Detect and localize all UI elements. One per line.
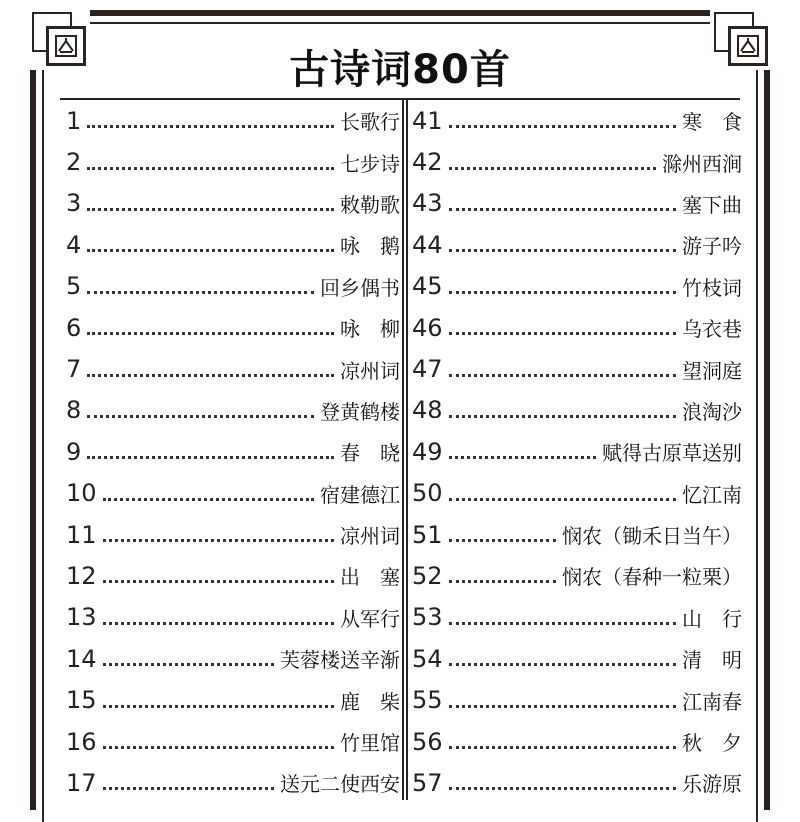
poem-number: 7 xyxy=(66,355,82,384)
poem-number: 51 xyxy=(412,520,443,549)
poem-title: 竹里馆 xyxy=(340,731,400,756)
dot-leader xyxy=(103,705,334,708)
poem-title: 咏 鹅 xyxy=(340,234,400,259)
poem-title: 凉州词 xyxy=(340,358,400,383)
poem-title: 宿建德江 xyxy=(320,482,400,507)
dot-leader xyxy=(449,208,676,211)
column-divider xyxy=(402,100,408,800)
dot-leader xyxy=(103,539,334,542)
poem-number: 41 xyxy=(412,106,443,135)
poem-number: 15 xyxy=(66,686,97,715)
poem-title: 凉州词 xyxy=(340,524,400,549)
poem-entry xyxy=(66,638,400,679)
poem-number: 49 xyxy=(412,437,443,466)
poem-entry xyxy=(412,679,742,720)
poem-number: 12 xyxy=(66,561,97,590)
dot-leader xyxy=(87,249,334,252)
poem-number: 4 xyxy=(66,230,82,259)
poem-number: 1 xyxy=(66,106,82,135)
poem-entry xyxy=(66,679,400,720)
dot-leader xyxy=(87,125,334,128)
poem-title: 登黄鹤楼 xyxy=(320,399,400,424)
poem-entry xyxy=(412,762,742,803)
poem-title: 滁州西涧 xyxy=(662,151,742,176)
dot-leader xyxy=(87,456,334,459)
poem-entry xyxy=(66,431,400,472)
poem-number: 14 xyxy=(66,644,97,673)
poem-entry xyxy=(66,307,400,348)
poem-number: 5 xyxy=(66,272,82,301)
dot-leader xyxy=(103,580,334,583)
poem-entry xyxy=(66,100,400,141)
dot-leader xyxy=(103,622,334,625)
poem-list-left xyxy=(66,100,400,804)
dot-leader xyxy=(87,167,334,170)
poem-title: 望洞庭 xyxy=(682,358,742,383)
poem-entry xyxy=(66,183,400,224)
poem-number: 42 xyxy=(412,148,443,177)
dot-leader xyxy=(449,374,676,377)
poem-title: 春 晓 xyxy=(340,441,400,466)
poem-number: 2 xyxy=(66,148,82,177)
poem-entry xyxy=(66,514,400,555)
poem-number: 47 xyxy=(412,355,443,384)
poem-title: 赋得古原草送别 xyxy=(602,441,742,466)
poem-number: 45 xyxy=(412,272,443,301)
poem-number: 55 xyxy=(412,686,443,715)
poem-entry xyxy=(412,721,742,762)
poem-entry xyxy=(66,348,400,389)
poem-entry xyxy=(412,638,742,679)
dot-leader xyxy=(449,249,676,252)
poem-title: 浪淘沙 xyxy=(682,399,742,424)
poem-number: 46 xyxy=(412,313,443,342)
poem-entry xyxy=(412,514,742,555)
poem-title: 竹枝词 xyxy=(682,275,742,300)
poem-number: 48 xyxy=(412,396,443,425)
poem-number: 52 xyxy=(412,561,443,590)
poem-entry xyxy=(412,348,742,389)
poem-number: 57 xyxy=(412,768,443,797)
poem-number: 8 xyxy=(66,396,82,425)
poem-number: 13 xyxy=(66,603,97,632)
dot-leader xyxy=(87,332,334,335)
dot-leader xyxy=(449,622,676,625)
poem-number: 44 xyxy=(412,230,443,259)
poem-number: 53 xyxy=(412,603,443,632)
dot-leader xyxy=(449,539,556,542)
poem-title: 忆江南 xyxy=(682,482,742,507)
dot-leader xyxy=(449,787,676,790)
poem-number: 9 xyxy=(66,437,82,466)
dot-leader xyxy=(87,374,334,377)
dot-leader xyxy=(103,498,314,501)
dot-leader xyxy=(449,663,676,666)
poem-title: 塞下曲 xyxy=(682,192,742,217)
poem-title: 敕勒歌 xyxy=(340,192,400,217)
poem-title: 回乡偶书 xyxy=(320,275,400,300)
poem-title: 悯农（锄禾日当午） xyxy=(562,524,742,549)
poem-number: 16 xyxy=(66,727,97,756)
page-title: 古诗词80首 xyxy=(289,47,511,93)
dot-leader xyxy=(449,456,596,459)
dot-leader xyxy=(449,332,676,335)
dot-leader xyxy=(449,125,676,128)
poem-entry xyxy=(412,597,742,638)
poem-title: 清 明 xyxy=(682,648,742,673)
poem-entry xyxy=(66,266,400,307)
poem-entry xyxy=(412,307,742,348)
poem-title: 芙蓉楼送辛渐 xyxy=(280,648,400,673)
poem-entry xyxy=(412,183,742,224)
poem-title: 山 行 xyxy=(682,606,742,631)
poem-title: 乌衣巷 xyxy=(682,317,742,342)
poem-title: 鹿 柴 xyxy=(340,689,400,714)
poem-title: 寒 食 xyxy=(682,110,742,135)
poem-list-right xyxy=(412,100,742,804)
poem-title: 悯农（春种一粒栗） xyxy=(562,565,742,590)
dot-leader xyxy=(87,291,314,294)
dot-leader xyxy=(87,415,314,418)
poem-entry xyxy=(412,555,742,596)
poem-number: 43 xyxy=(412,189,443,218)
poem-entry xyxy=(66,473,400,514)
poem-entry xyxy=(66,224,400,265)
poem-entry xyxy=(412,473,742,514)
poem-number: 54 xyxy=(412,644,443,673)
poem-entry xyxy=(412,431,742,472)
dot-leader xyxy=(449,498,676,501)
dot-leader xyxy=(449,705,676,708)
poem-title: 乐游原 xyxy=(682,772,742,797)
dot-leader xyxy=(103,746,334,749)
poem-title: 送元二使西安 xyxy=(280,772,400,797)
poem-number: 11 xyxy=(66,520,97,549)
poem-entry xyxy=(412,390,742,431)
poem-entry xyxy=(66,597,400,638)
dot-leader xyxy=(449,167,656,170)
dot-leader xyxy=(449,580,556,583)
poem-title: 长歌行 xyxy=(340,110,400,135)
poem-number: 17 xyxy=(66,768,97,797)
poem-number: 56 xyxy=(412,727,443,756)
poem-entry xyxy=(66,555,400,596)
poem-entry xyxy=(412,224,742,265)
poem-entry xyxy=(66,390,400,431)
dot-leader xyxy=(449,746,676,749)
poem-entry xyxy=(66,141,400,182)
poem-title: 七步诗 xyxy=(340,151,400,176)
poem-entry xyxy=(66,721,400,762)
poem-title: 游子吟 xyxy=(682,234,742,259)
dot-leader xyxy=(449,415,676,418)
poem-title: 江南春 xyxy=(682,689,742,714)
poem-title: 秋 夕 xyxy=(682,731,742,756)
dot-leader xyxy=(449,291,676,294)
poem-number: 10 xyxy=(66,479,97,508)
poem-number: 3 xyxy=(66,189,82,218)
poem-title: 从军行 xyxy=(340,606,400,631)
poem-entry xyxy=(412,141,742,182)
poem-entry xyxy=(66,762,400,803)
poem-title: 咏 柳 xyxy=(340,317,400,342)
dot-leader xyxy=(87,208,334,211)
poem-entry xyxy=(412,266,742,307)
dot-leader xyxy=(103,663,274,666)
poem-title: 出 塞 xyxy=(340,565,400,590)
dot-leader xyxy=(103,787,274,790)
poem-entry xyxy=(412,100,742,141)
poem-number: 50 xyxy=(412,479,443,508)
poem-number: 6 xyxy=(66,313,82,342)
